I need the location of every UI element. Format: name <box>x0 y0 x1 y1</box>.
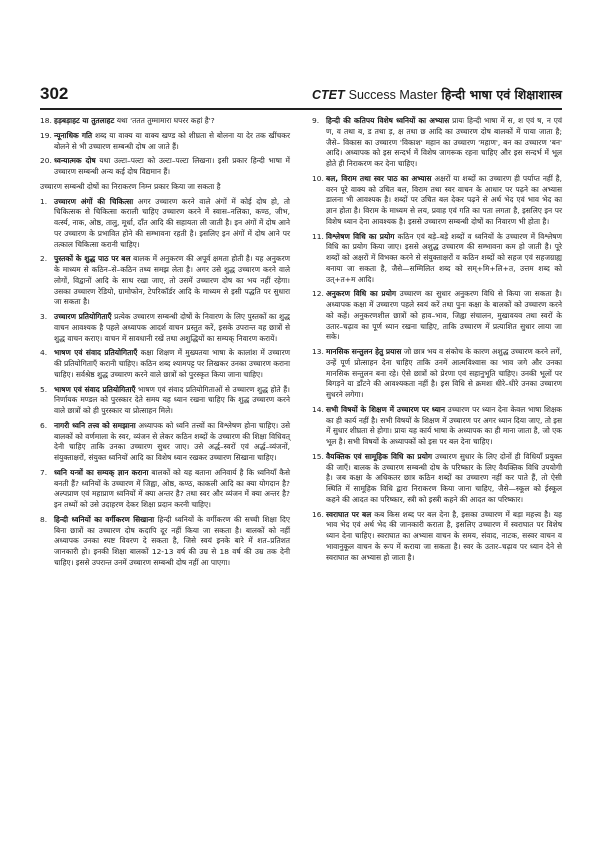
item-text: यथा 'ततत तुम्मामारा घपरर कहां है'? <box>114 116 215 125</box>
item-text: बालक में अनुकरण की अपूर्व क्षमता होती है। यह अनुकरण के माध्यम से कठिन–से–कठिन तथ्य समझ लेता है। अगर उसे शुद्ध उच्चारण करने वाले लोगों, विद्वानों आदि के साथ रखा जाए, तो उसमें उच्चारण दोष का भय नहीं रहेगा। उसका उच्चारण रेडियो, ग्रामोफोन, टेपरिकॉर्डर आदि के माध्यम से इसी पद्धति पर सुधारा जा सकता है। <box>54 254 290 307</box>
right-column <box>312 116 562 567</box>
list-item <box>312 510 562 564</box>
item-text: अगर उच्चारण करने वाले अंगों में कोई दोष हो, तो चिकित्सक से चिकित्सा कराली चाहिए उच्चारण करने में स्वास–नलिका, कण्ठ, जीभ, वर्त्स्य, नाक, ओष्ठ, तालु, मूर्धा, दाँत आदि की सहायता ली जाती है। इन अंगों में दोष आने पर उच्चारण के प्रभावित होने की सम्भावना रहती है। इसलिए इन अंगों में दोष आने पर तत्काल चिकित्सा करानी चाहिए। <box>54 196 290 249</box>
section-intro: उच्चारण सम्बन्धी दोषों का निराकरण निम्न प्रकार किया जा सकता है <box>40 181 221 191</box>
item-term: वैयक्तिक एवं सामूहिक विधि का प्रयोग <box>326 451 433 461</box>
list-item <box>40 421 290 464</box>
header-rule <box>40 108 562 110</box>
list-item <box>40 468 290 511</box>
item-number: 11. <box>312 231 324 241</box>
item-number: 13. <box>312 347 324 356</box>
item-term: ध्वन्यात्मक दोष <box>54 156 96 166</box>
item-text: उच्चारण का सुधार अनुकरण विधि से किया जा सकता है। अध्यापक कक्षा में उच्चारण पहले स्वयं करें तथा पुनः कक्षा के बालकों को उच्चारण करने को कहें। अनुकरणशील छात्रों को हाव–भाव, जिह्वा संचालन, मुखावयव तथा स्वरों के उतार–चढ़ाव का पूर्ण ध्यान रखना चाहिए, ताकि उच्चारण में प्रत्याशित सुधार लाया जा सके। <box>326 289 562 342</box>
item-text: हिन्दी ध्वनियों के वर्गीकरण की सच्ची शिक्षा दिए बिना छात्रों का उच्चारण दोष कदापि दूर नहीं किया जा सकता है। बालकों को नहीं अध्यापक उनका स्पष्ट विवरण दे सकता है, जिसे स्वयं इनके बारे में शत–प्रतिशत जानकारी हो। इनकी शिक्षा बालकों 12-13 वर्ष की उम्र से 18 वर्ष की उम्र तक देनी चाहिए। इससे उपरान्त उनमें उच्चारण सम्बन्धी दोष नहीं आ पाएगा। <box>54 514 290 567</box>
item-number: 1. <box>40 196 48 206</box>
item-term: उच्चारण प्रतियोगिताएँ <box>54 312 112 321</box>
item-term: सभी विषयों के शिक्षण में उच्चारण पर ध्यान <box>326 404 445 414</box>
item-text: शब्द या वाक्य या वाक्य खण्ड को शीघ्रता से बोलना या देर तक खींचकर बोलने से भी उच्चारण सम्बन्धी दोष आ जाते हैं। <box>54 130 291 151</box>
item-term: भाषण एवं संवाद प्रतियोगिताएँ <box>54 348 138 358</box>
item-number: 14. <box>312 404 324 414</box>
item-text: बालकों को यह बताना अनिवार्य है कि ध्वनियाँ कैसे बनती हैं? ध्वनियों के उच्चारण में जिह्वा, ओष्ठ, कण्ठ, काकली आदि का क्या योगदान है? अल्पप्राण एवं महाप्राण ध्वनियों में क्या अन्तर है? तथा स्वर और व्यंजन में क्या अन्तर है? इन तथ्यों को उसे उदाहरण देकर शिक्षा प्रदान करनी चाहिए। <box>54 467 290 509</box>
item-term: हिन्दी की कतिपय विशेष ध्वनियों का अभ्यास <box>326 116 450 125</box>
list-item <box>312 405 562 448</box>
list-item <box>40 348 290 380</box>
item-text: भाषण एवं संवाद प्रतियोगिताओं से उच्चारण शुद्ध होते हैं। निर्णायक मण्डल को पुरस्कार देते समय यह ध्यान रखना चाहिए कि शुद्ध उच्चारण करने वाले छात्रों को ही पुरस्कार या प्रोत्साहन मिले। <box>54 384 290 415</box>
subject-name: हिन्दी भाषा एवं शिक्षाशास्त्र <box>441 87 562 102</box>
list-item <box>40 156 290 178</box>
item-term: नागरी ध्वनि तत्त्व को समझाना <box>54 420 136 430</box>
item-term: अनुकरण विधि का प्रयोग <box>326 289 397 299</box>
item-text: कब किस शब्द पर बल देना है, इसका उच्चारण में बड़ा महत्त्व है। यह भाव भेद एवं अर्थ भेद की जानकारी कराता है, इसलिए उच्चारण में स्वराघात पर विशेष ध्यान देना चाहिए। स्वराघात का अभ्यास वाचन के समय, संवाद, नाटक, सस्वर वाचन व भावानुकूल वाचन के रूप में कराया जा सकता है। स्वर के उतार–चढ़ाव पर ध्यान देने से स्वराघात का अभ्यास हो जाता है। <box>326 509 562 562</box>
list-item <box>40 312 290 344</box>
item-number: 8. <box>40 514 48 524</box>
item-text: कठिन एवं बड़े–बड़े शब्दों व ध्वनियों के उच्चारण में विश्लेषण विधि का प्रयोग किया जाए। इससे अशुद्ध उच्चारण की सम्भावना कम हो जाती है। पूरे शब्दों को अक्षरों में विभक्त करने से संयुक्ताक्षरों व कठिन शब्दों को सहज एवं सहजग्राह्य बनाया जा सकता है, जैसे—सम्मिलित शब्द को सम्+मि+लि+त, उत्तम शब्द को उत्+त+म आदि। <box>326 231 562 284</box>
list-item <box>40 385 290 417</box>
list-item <box>312 232 562 286</box>
item-number: 15. <box>312 451 324 461</box>
item-number: 3. <box>40 312 48 321</box>
item-term: उच्चारण अंगों की चिकित्सा <box>54 196 134 206</box>
item-term: ध्वनि यन्त्रों का सम्यक् ज्ञान कराना <box>54 467 149 477</box>
list-item <box>312 289 562 343</box>
item-number: 2. <box>40 254 48 264</box>
item-term: बल, विराम तथा स्वर पाठ का अभ्यास <box>326 173 432 183</box>
item-text: प्रत्येक उच्चारण सम्बन्धी दोषों के निवारण के लिए पुस्तकों का शुद्ध वाचन आवश्यक है पहले अध्यापक आदर्श वाचन प्रस्तुत करें, इसके उपरान्त वह छात्रों से शुद्ध वाचन कराए। वाचन में सावधानी रखें तथा अशुद्धियों का सम्यक् निवारण करायें। <box>54 312 290 343</box>
page-number: 302 <box>40 84 69 103</box>
running-title <box>312 86 562 103</box>
list-item <box>40 131 290 153</box>
series-name: Success Master <box>348 88 438 102</box>
item-number: 18. <box>40 116 52 125</box>
item-text: यथा उल्टा–पल्टा को उल्टा–पल्टा लिखना। इसी प्रकार हिन्दी भाषा में उच्चारण सम्बन्धी अन्य कई दोष विद्यमान हैं। <box>54 156 290 176</box>
item-text: अध्यापक को ध्वनि तत्त्वों का विश्लेषण होना चाहिए। उसे बालकों को वर्णमाला के स्वर, व्यंजन से लेकर कठिन शब्दों के उच्चारण की शिक्षा विधिवत् देनी चाहिए ताकि उनका उच्चारण सुधर जाए। उसे अर्द्ध–स्वरों एवं अर्द्ध–व्यंजनों, संयुक्ताक्षरों, संयुक्त ध्वनियों आदि का विशेष ध्यान रखकर उच्चारण सिखाना चाहिए। <box>54 420 291 462</box>
item-number: 20. <box>40 156 52 166</box>
item-text: अक्षरों या शब्दों का उच्चारण ही पर्याप्त नहीं है, वरन पूरे वाक्य को उचित बल, विराम तथा स्वर वाचन के आधार पर पढ़ने का अभ्यास डालना भी आवश्यक है। शब्दों पर उचित बल देकर पढ़ने से अर्थ भेद एवं भाव भेद का ज्ञान होता है। विराम के माध्यम से लय, प्रवाह एवं गति का पता लगता है, इसलिए इन पर विशेष ध्यान देना आवश्यक है। इससे उच्चारण सम्बन्धी दोषों का निवारण भी होता है। <box>326 173 562 226</box>
list-item <box>312 452 562 506</box>
item-number: 5. <box>40 384 48 394</box>
item-term: भाषण एवं संवाद प्रतियोगिताएँ <box>54 384 136 394</box>
list-item <box>312 116 562 170</box>
item-number: 4. <box>40 348 48 358</box>
list-item <box>312 174 562 228</box>
brand-name: CTET <box>312 88 345 102</box>
item-text: उच्चारण पर ध्यान देना केवल भाषा शिक्षक का ही कार्य नहीं है। सभी विषयों के शिक्षण में उच्चारण पर अगर ध्यान दिया जाए, तो इस में सुधार शीघ्रता से होगा। प्रायः यह कार्य भाषा के अध्यापक का ही माना जाता है, जो एक भूल है। सभी विषयों के अध्यापकों को इस पर बल देना चाहिए। <box>326 404 562 446</box>
item-term: हड़बड़ाहट या तुतलाहट <box>54 116 115 125</box>
item-text: जो छात्र भय व संकोच के कारण अशुद्ध उच्चारण करने लगें, उन्हें पूर्ण प्रोत्साहन देना चाहिए ताकि उनमें आत्मविश्वास का भाव जगे और उनका मानसिक सन्तुलन बना रहे। ऐसे छात्रों को प्रेरणा एवं सहानुभूति चाहिए। उनकी भूलों पर बिगड़ने या डाँटने की आवश्यकता नहीं है। इस विधि से क्रमशः धीरे–धीरे उनका उच्चारण सुधरने लगेगा। <box>326 347 562 399</box>
item-number: 10. <box>312 173 324 183</box>
list-item <box>40 116 290 127</box>
left-column <box>40 116 290 573</box>
item-number: 19. <box>40 130 52 140</box>
item-number: 7. <box>40 467 48 477</box>
item-term: पुस्तकों के शुद्ध पाठ पर बल <box>54 254 131 264</box>
item-term: मानसिक सन्तुलन हेतु प्रयास <box>326 347 402 356</box>
page-header <box>40 84 562 108</box>
item-number: 9. <box>312 116 320 125</box>
item-text: उच्चारण सुधार के लिए दोनों ही विधियाँ प्रयुक्त की जाएँ। बालक के उच्चारण सम्बन्धी दोष के परिष्कार के लिए वैयक्तिक विधि उपयोगी है। जब कक्षा के अधिकतर छात्र कठिन शब्दों का उच्चारण नहीं कर पाते हैं, तो ऐसी स्थिति में सामूहिक विधि द्वारा निराकरण किया जाना चाहिए, जैसे—स्कूल को ईस्कूल कहने की आदत का परिष्कार, स्त्री को इस्त्री कहने की आदत का परिष्कार। <box>326 451 562 504</box>
list-item <box>40 197 290 251</box>
item-text: प्रायः हिन्दी भाषा में स, श एवं ष, न एवं ण, व तथा ब, ड तथा ड़, क्ष तथा छ आदि का उच्चारण दोष बालकों में पाया जाता है; जैसे– विकास का उच्चारण 'विकाश' महान का उच्चारण 'महाण', बन का उच्चारण 'बन' आदि। अध्यापक को इस सन्दर्भ में विशेष जागरूक रहना चाहिए और इस सन्दर्भ में भूल होते ही निराकरण कर देना चाहिए। <box>326 116 562 168</box>
item-term: न्यूनाधिक गति <box>54 130 93 140</box>
list-item <box>312 347 562 401</box>
item-number: 12. <box>312 289 324 299</box>
list-item <box>40 254 290 308</box>
item-number: 16. <box>312 509 324 519</box>
item-term: हिन्दी ध्वनियों का वर्गीकरण सिखाना <box>54 514 155 524</box>
item-term: स्वराघात पर बल <box>326 509 372 519</box>
list-item <box>40 515 290 569</box>
item-number: 6. <box>40 420 48 430</box>
item-text: कक्षा शिक्षण में मुख्यतया भाषा के कालांश में उच्चारण की प्रतियोगिताएँ करानी चाहिए। कठिन शब्द श्यामपट्ट पर लिखकर उनका उच्चारण कराना चाहिए। सर्वश्रेष्ठ शुद्ध उच्चारण करने वाले छात्रों को पुरस्कृत किया जाना चाहिए। <box>54 348 290 379</box>
item-term: विश्लेषण विधि का प्रयोग <box>326 231 395 241</box>
